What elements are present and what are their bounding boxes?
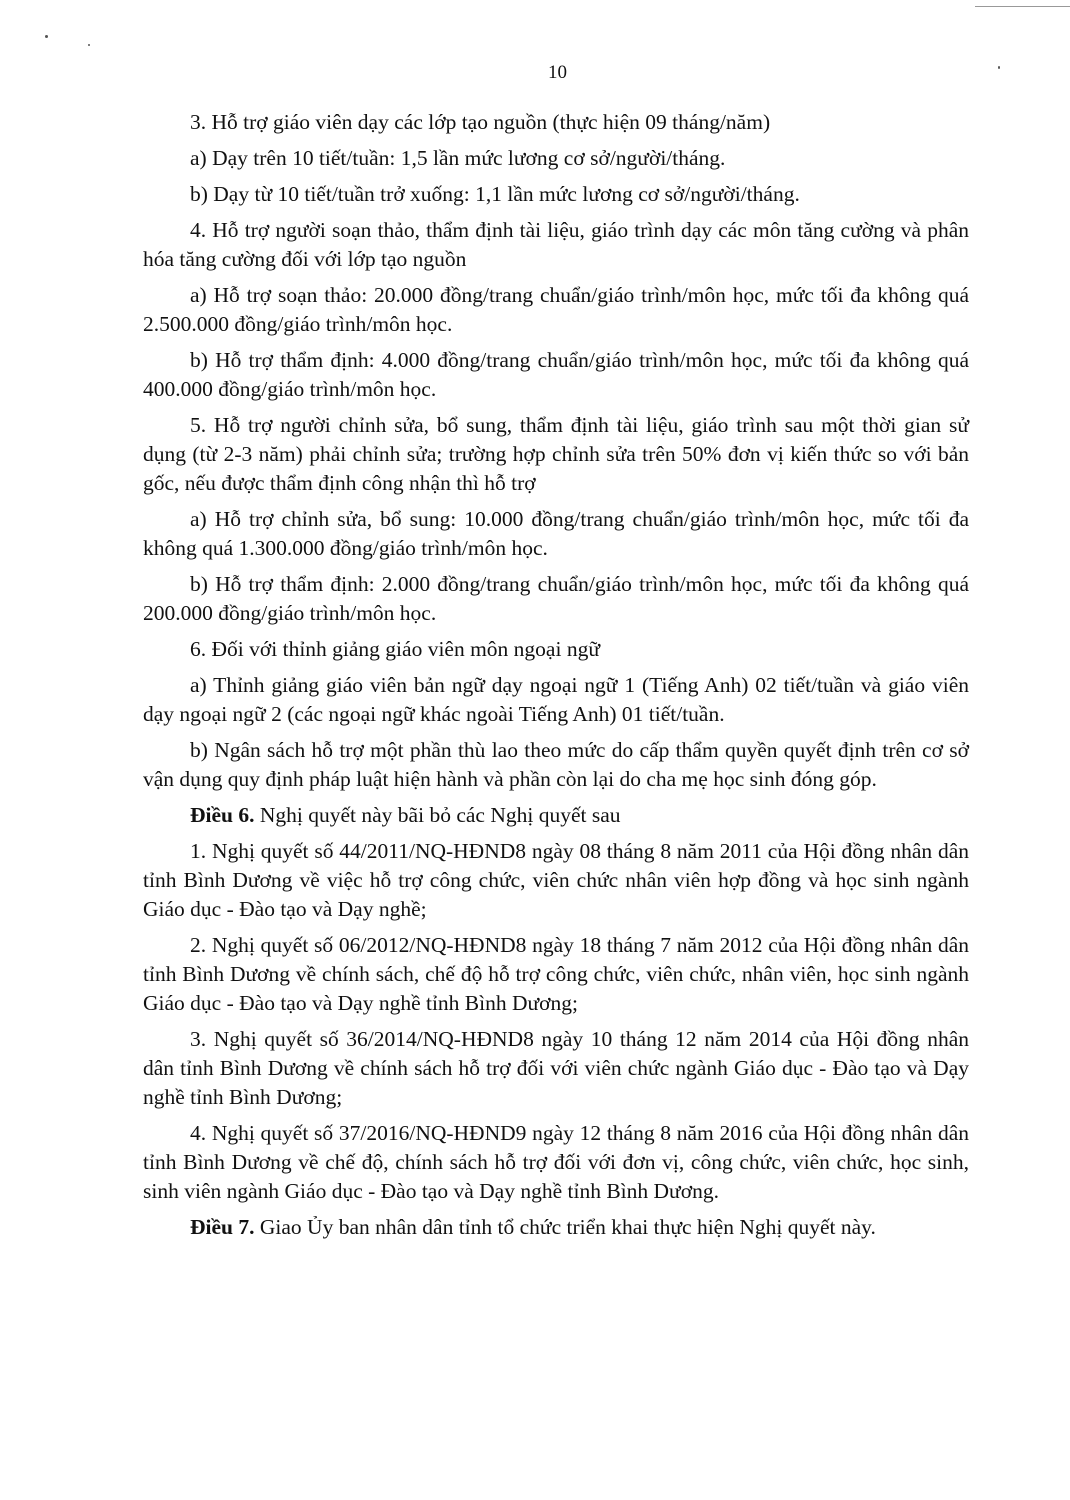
paragraph: a) Dạy trên 10 tiết/tuần: 1,5 lần mức lương cơ sở/người/tháng. bbox=[190, 146, 726, 170]
paragraph: 2. Nghị quyết số 06/2012/NQ-HĐND8 ngày 18 tháng 7 năm 2012 của Hội đồng nhân dân tỉnh Bình Dương về chính sách, chế độ hỗ trợ công chức, viên chức, nhân viên, học sinh ngành Giáo dục - Đào tạo và Dạy nghề tỉnh Bình Dương; bbox=[143, 933, 969, 1015]
paragraph: a) Thỉnh giảng giáo viên bản ngữ dạy ngoại ngữ 1 (Tiếng Anh) 02 tiết/tuần và giáo viên dạy ngoại ngữ 2 (các ngoại ngữ khác ngoài Tiếng Anh) 01 tiết/tuần. bbox=[143, 673, 969, 726]
paragraph: 3. Hỗ trợ giáo viên dạy các lớp tạo nguồn (thực hiện 09 tháng/năm) bbox=[190, 110, 771, 134]
article-heading: Điều 6. Nghị quyết này bãi bỏ các Nghị quyết sau bbox=[190, 803, 621, 827]
paragraph: b) Hỗ trợ thẩm định: 2.000 đồng/trang chuẩn/giáo trình/môn học, mức tối đa không quá 200.000 đồng/giáo trình/môn học. bbox=[143, 572, 969, 625]
document-body bbox=[143, 108, 969, 1249]
article-label: Điều 6. bbox=[190, 803, 255, 827]
paragraph: b) Ngân sách hỗ trợ một phần thù lao theo mức do cấp thẩm quyền quyết định trên cơ sở vận dụng quy định pháp luật hiện hành và phần còn lại do cha mẹ học sinh đóng góp. bbox=[143, 738, 969, 791]
paragraph: b) Dạy từ 10 tiết/tuần trở xuống: 1,1 lần mức lương cơ sở/người/tháng. bbox=[190, 182, 800, 206]
paragraph: 4. Nghị quyết số 37/2016/NQ-HĐND9 ngày 12 tháng 8 năm 2016 của Hội đồng nhân dân tỉnh Bình Dương về chế độ, chính sách hỗ trợ đối với đơn vị, công chức, viên chức, học sinh, sinh viên ngành Giáo dục - Đào tạo và Dạy nghề tỉnh Bình Dương. bbox=[143, 1121, 969, 1203]
paragraph: 3. Nghị quyết số 36/2014/NQ-HĐND8 ngày 10 tháng 12 năm 2014 của Hội đồng nhân dân tỉnh Bình Dương về chính sách hỗ trợ đối với viên chức ngành Giáo dục - Đào tạo và Dạy nghề tỉnh Bình Dương; bbox=[143, 1027, 969, 1109]
scan-speck bbox=[88, 44, 90, 46]
paragraph: 6. Đối với thỉnh giảng giáo viên môn ngoại ngữ bbox=[190, 637, 600, 661]
scan-edge-line bbox=[975, 6, 1070, 7]
paragraph: 5. Hỗ trợ người chỉnh sửa, bổ sung, thẩm định tài liệu, giáo trình sau một thời gian sử dụng (từ 2-3 năm) phải chỉnh sửa; trường hợp chỉnh sửa trên 50% đơn vị kiến thức so với bản gốc, nếu được thẩm định công nhận thì hỗ trợ bbox=[143, 413, 969, 495]
article-label: Điều 7. bbox=[190, 1215, 255, 1239]
paragraph: 4. Hỗ trợ người soạn thảo, thẩm định tài liệu, giáo trình dạy các môn tăng cường và phân hóa tăng cường đối với lớp tạo nguồn bbox=[143, 218, 969, 271]
scan-speck bbox=[45, 35, 48, 38]
page-number: 10 bbox=[548, 62, 567, 83]
paragraph: b) Hỗ trợ thẩm định: 4.000 đồng/trang chuẩn/giáo trình/môn học, mức tối đa không quá 400.000 đồng/giáo trình/môn học. bbox=[143, 348, 969, 401]
paragraph: 1. Nghị quyết số 44/2011/NQ-HĐND8 ngày 08 tháng 8 năm 2011 của Hội đồng nhân dân tỉnh Bình Dương về việc hỗ trợ công chức, viên chức nhân viên hợp đồng và học sinh ngành Giáo dục - Đào tạo và Dạy nghề; bbox=[143, 839, 969, 921]
paragraph: a) Hỗ trợ soạn thảo: 20.000 đồng/trang chuẩn/giáo trình/môn học, mức tối đa không quá 2.500.000 đồng/giáo trình/môn học. bbox=[143, 283, 969, 336]
article-heading: Điều 7. Giao Ủy ban nhân dân tỉnh tổ chức triển khai thực hiện Nghị quyết này. bbox=[190, 1215, 876, 1239]
paragraph: a) Hỗ trợ chỉnh sửa, bổ sung: 10.000 đồng/trang chuẩn/giáo trình/môn học, mức tối đa không quá 1.300.000 đồng/giáo trình/môn học. bbox=[143, 507, 969, 560]
